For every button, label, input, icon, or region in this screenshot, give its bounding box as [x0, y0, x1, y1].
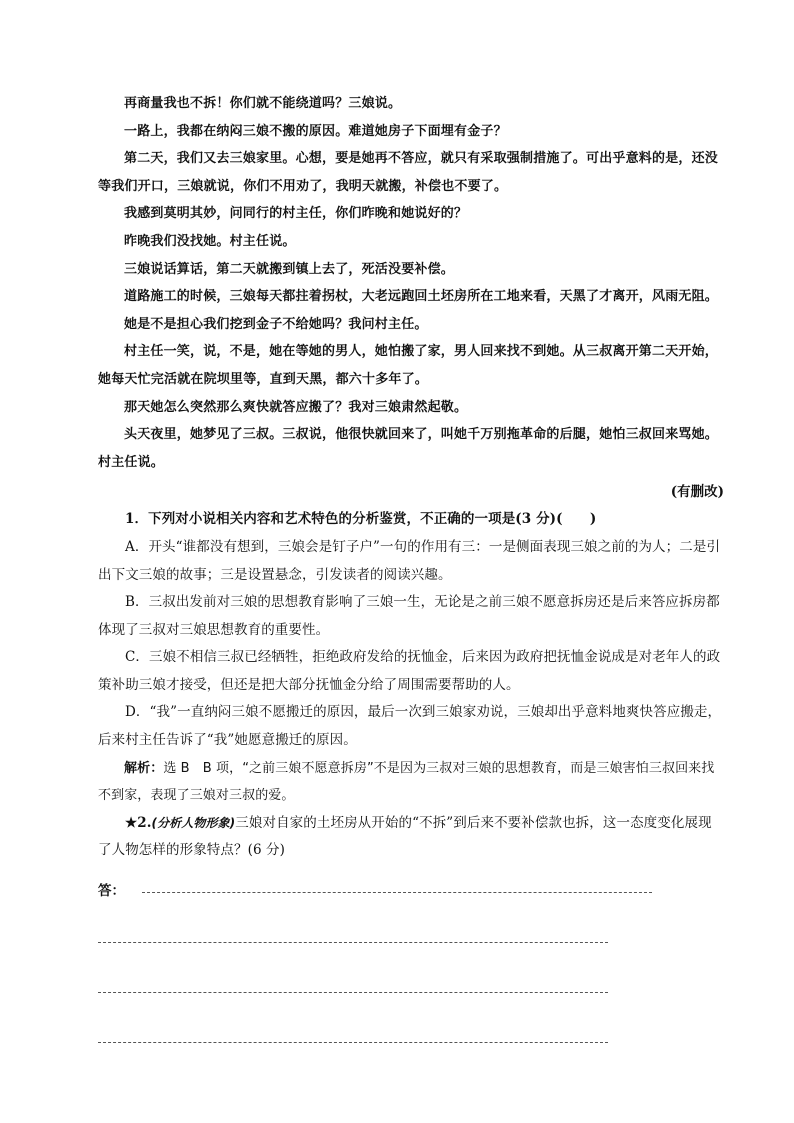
- answer-line[interactable]: [98, 992, 608, 993]
- analysis-text: 选 B B 项，“之前三娘不愿意拆房”不是因为三叔对三娘的思想教育，而是三娘害怕三叔回来找不到家，表现了三娘对三叔的爱。: [98, 760, 715, 804]
- story-paragraph: 第二天，我们又去三娘家里。心想，要是她再不答应，就只有采取强制措施了。可出乎意料的是，还没等我们开口，三娘就说，你们不用劝了，我明天就搬，补偿也不要了。: [98, 151, 719, 194]
- question-1-stem: 1．下列对小说相关内容和艺术特色的分析鉴赏，不正确的一项是(3 分)( ): [125, 511, 597, 528]
- story-paragraph: 三娘说话算话，第二天就搬到镇上去了，死活没要补偿。: [124, 261, 455, 277]
- question-1-analysis: [98, 755, 724, 810]
- question-2-stem: [98, 810, 724, 865]
- option-c: C．三娘不相信三叔已经牺牲，拒绝政府发给的抚恤金，后来因为政府把抚恤金说成是对老年人的政策补助三娘才接受，但还是把大部分抚恤金分给了周围需要帮助的人。: [98, 649, 721, 693]
- question-2-text: 三娘对自家的土坯房从开始的“不拆”到后来不要补偿款也拆，这一态度变化展现了人物怎样的形象特点？(6 分): [98, 814, 712, 859]
- answer-row: [98, 873, 724, 899]
- question-1: [98, 506, 724, 810]
- story-text: [98, 90, 724, 476]
- story-paragraph: 昨晚我们没找她。村主任说。: [124, 233, 296, 249]
- option-a: A．开头“谁都没有想到，三娘会是钉子户”一句的作用有三：一是侧面表现三娘之前的为人；二是引出下文三娘的故事；三是设置悬念，引发读者的阅读兴趣。: [98, 538, 721, 583]
- story-paragraph: 那天她怎么突然那么爽快就答应搬了？我对三娘肃然起敬。: [124, 399, 468, 415]
- story-paragraph: 她是不是担心我们挖到金子不给她吗？我问村主任。: [124, 316, 428, 332]
- answer-area[interactable]: [98, 873, 724, 1049]
- source-note: (有删改): [670, 484, 724, 501]
- analysis-label: 解析：: [124, 760, 164, 776]
- answer-row: [98, 899, 724, 949]
- story-paragraph: 一路上，我都在纳闷三娘不搬的原因。难道她房子下面埋有金子？: [124, 123, 507, 139]
- question-2: [98, 810, 724, 865]
- story-paragraph: 再商量我也不拆！你们就不能绕道吗？三娘说。: [124, 96, 402, 111]
- story-paragraph: 村主任一笑，说，不是，她在等她的男人，她怕搬了家，男人回来找不到她。从三叔离开第二天开始，她每天忙完活就在院坝里等，直到天黑，都六十多年了。: [98, 344, 719, 387]
- answer-row: [98, 999, 724, 1049]
- answer-line[interactable]: [98, 942, 608, 943]
- option-b: B．三叔出发前对三娘的思想教育影响了三娘一生，无论是之前三娘不愿意拆房还是后来答应拆房都体现了三叔对三娘思想教育的重要性。: [98, 594, 720, 638]
- answer-row: [98, 949, 724, 999]
- answer-label: 答：: [98, 883, 125, 900]
- story-paragraph: 我感到莫明其妙，问同行的村主任，你们昨晚和她说好的？: [124, 206, 468, 222]
- answer-line[interactable]: [142, 892, 652, 893]
- story-paragraph: 道路施工的时候，三娘每天都拄着拐杖，大老远跑回土坯房所在工地来看，天黑了才离开，风雨无阻。: [124, 289, 719, 305]
- star-number: ★2.: [125, 814, 152, 831]
- option-d: D．“我”一直纳闷三娘不愿搬迁的原因，最后一次到三娘家劝说，三娘却出乎意料地爽快答应搬走，后来村主任告诉了“我”她愿意搬迁的原因。: [98, 704, 722, 749]
- story-paragraph: 头天夜里，她梦见了三叔。三叔说，他很快就回来了，叫她千万别拖革命的后腿，她怕三叔回来骂她。村主任说。: [98, 427, 719, 470]
- answer-line[interactable]: [98, 1042, 608, 1043]
- question-type-tag: (分析人物形象): [151, 815, 236, 830]
